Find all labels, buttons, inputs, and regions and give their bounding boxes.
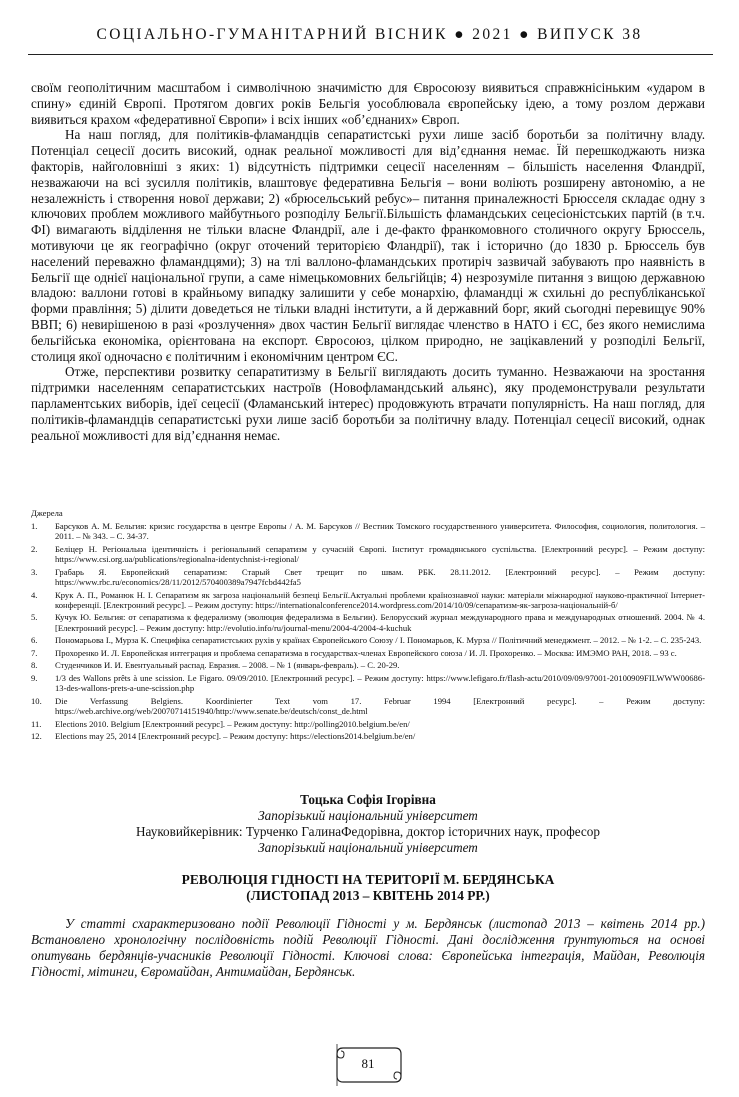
reference-item — [31, 673, 705, 693]
reference-item — [31, 521, 705, 541]
reference-text: 1/3 des Wallons prêts à une scission. Le Figaro. 09/09/2010. [Електронний ресурс]. – Режим доступу: https://www.lefigaro.fr/flash-actu/2010/09/09/97001-20100909FILWWW00686-13-des-wallons-prets-a-une-scission.php — [55, 672, 705, 694]
author-block — [31, 792, 705, 856]
journal-header: СОЦІАЛЬНО-ГУМАНІТАРНИЙ ВІСНИК ● 2021 ● ВИПУСК 38 — [96, 26, 643, 43]
reference-number: 1. — [31, 521, 38, 532]
reference-text: Студенчиков И. И. Евентуальный распад. Евразия. – 2008. – № 1 (январь-февраль). – С. 20-29. — [55, 660, 400, 671]
supervisor-line: Науковийкерівник: Турченко ГалинаФедорівна, доктор історичних наук, професор — [136, 824, 600, 839]
reference-text: Барсуков А. М. Бельгия: кризис государства в центре Европы / А. М. Барсуков // Вестник Томского государственного университета. Философия, социология, политология. – 2011. – № 343. – С. 34-37. — [55, 521, 705, 542]
reference-item — [31, 648, 705, 658]
reference-text: Elections 2010. Belgium [Електронний ресурс]. – Режим доступу: http://polling2010.belgium.be/en/ — [55, 718, 410, 729]
reference-number: 3. — [31, 566, 38, 577]
reference-item — [31, 719, 705, 729]
reference-item — [31, 544, 705, 564]
article-body — [31, 80, 705, 443]
paragraph-3: Отже, перспективи розвитку сепаратитизму в Бельгії виглядають досить туманно. Незважаючи на зростання підтримки населенням сепаратистських настроїв (Новофламандський альянс), яку продемонстрували результати парламентських виборів, ідеї сецесії (Фламанський інтерес) продовжують втрачати популярність. На наш погляд, для політиків-фламандців сепаратистські рухи лише засіб боротьби за політичну владу. Потенціал сецесії високий, однак реальної можливості для від’єднання немає. — [31, 364, 705, 443]
references-title: Джерела — [31, 508, 63, 518]
reference-item — [31, 635, 705, 645]
reference-number: 10. — [31, 695, 42, 706]
reference-text: Elections may 25, 2014 [Електронний ресурс]. – Режим доступу: https://elections2014.belgium.be/en/ — [55, 731, 416, 742]
article-title-line-2: (ЛИСТОПАД 2013 – КВІТЕНЬ 2014 РР.) — [246, 888, 490, 903]
reference-number: 12. — [31, 731, 42, 742]
reference-item — [31, 590, 705, 610]
article-abstract: У статті схарактеризовано події Революції Гідності у м. Бердянськ (листопад 2013 – квітень 2014 рр.) Встановлено хронологічну послідовність подій Революції Гідності. Дані дослідження ґрунтуються на основі опитувань бердянців-учасників Революції Гідності. Ключові слова: Європейська інтеграція, Майдан, Революція Гідності, мітинги, Євромайдан, Антимайдан, Бердянськ. — [31, 916, 705, 979]
page-number-badge — [331, 1042, 405, 1086]
reference-number: 7. — [31, 647, 38, 658]
reference-number: 11. — [31, 718, 42, 729]
author-affiliation: Запорізький національний університет — [258, 808, 478, 823]
reference-text: Крук А. П., Романюк Н. І. Сепаратизм як загроза національній безпеці Бельгії.Актуальні проблеми країнознавчої науки: матеріали міжнародної науково-практичної Інтернет-конференції. [Електронний ресурс]. – Режим доступу: https://internationalconference2014.wordpress.com/2014/10/09/сепаратизм-як-загроза-національній-б/ — [55, 589, 705, 610]
reference-number: 9. — [31, 672, 38, 683]
header-divider — [28, 54, 713, 55]
reference-item — [31, 696, 705, 716]
reference-text: Грабарь Я. Европейский сепаратизм: Старый Свет трещит по швам. РБК. 28.11.2012. [Електронний ресурс]. – Режим доступу: https://www.rbc.ru/economics/28/11/2012/570400389a7947fcbd442fa5 — [55, 566, 705, 587]
reference-item — [31, 612, 705, 632]
reference-number: 6. — [31, 635, 38, 646]
paragraph-2: На наш погляд, для політиків-фламандців сепаратистські рухи лише засіб боротьби за політичну владу. Потенціал сецесії досить високий, однак реальної можливості для від’єднання немає. Їй перешкоджають низка факторів, найголовніші з яких: 1) відсутність підтримки сецесії населенням – більшість населення Фландрії, незважаючи на всі зусилля політиків, влаштовує федеративна Бельгія – вони воліють розширену автономію, а не незалежність і створення нової держави; 2) «брюсельський ребус»– питання приналежності Брюсселя складає одну з ключових проблем можливого майбутнього розподілу Бельгії.Більшість фламандських сецесіоністських партій (в т.ч. ФІ) вимагають відділення не тільки власне Фландрії, але і де-факто франкомовного столичного округу Брюссель, мотивуючи це як географічно (округ оточений територією Фландрії), так і історично (до 1830 р. Брюссель був населений переважно фламандцями); 3) на тлі валлоно-фламандських протиріч зазвичай забувають про наявність в Бельгії ще однієї національної групи, а саме німецькомовних бельгійців; 4) незрозуміле питання з вищою державною владою: валлони готові в крайньому випадку залишити у себе монархію, фламандці ж схильні до республіканської форми правління; 5) ділити доведеться не тільки владні інститути, а й державний борг, який сьогодні перевищує 90% ВВП; 6) невирішеною в разі «розлучення» двох частин Бельгії виглядає членство в НАТО і ЄС, без якого немислима бельгійська економіка, орієнтована на експорт. Євросоюз, цілком природно, не зацікавлений у розподілі Бельгії, столиця якої одночасно є політичним і економічним центром ЄС. — [31, 127, 705, 364]
supervisor-affiliation: Запорізький національний університет — [258, 840, 478, 855]
reference-item — [31, 567, 705, 587]
article-title — [31, 872, 705, 904]
reference-number: 2. — [31, 544, 38, 554]
reference-text: Кучук Ю. Бельгия: от сепаратизма к федерализму (эволюция федерализма в Бельгии). Белорусский журнал международного права и международных отношений. 2004. № 4. [Електронний ресурс]. – Режим доступу: http://evolutio.info/ru/journal-menu/2004-4/2004-4-kuchuk — [55, 612, 705, 633]
reference-item — [31, 731, 705, 741]
reference-text: Die Verfassung Belgiens. Koordinierter Text vom 17. Februar 1994 [Електронний ресурс]. – Режим доступу: https://web.archive.org/web/20070714151940/http://www.senate.be/deutsch/const_de.html — [55, 695, 705, 716]
reference-number: 4. — [31, 589, 38, 600]
author-name: Тоцька Софія Ігорівна — [300, 792, 436, 807]
references-section — [31, 508, 705, 744]
reference-text: Пономарьова І., Мурза К. Специфіка сепаратистських рухів у країнах Європейського Союзу / І. Пономарьов, К. Мурза // Політичний менеджмент. – 2012. – № 1-2. – С. 235-243. — [55, 635, 702, 646]
page-number: 81 — [361, 1056, 375, 1071]
reference-number: 8. — [31, 660, 38, 671]
reference-item — [31, 660, 705, 670]
paragraph-1: своїм геополітичним масштабом і символічною значимістю для Євросоюзу виявиться справжнісіньким «ударом в спину» єдиній Європі. Протягом довгих років Бельгія уособлювала європейську ідею, а тому розлом держави виявиться крахом «федеративної Європи» і всіх інших «об’єднаних» Європ. — [31, 80, 705, 127]
reference-text: Прохоренко И. Л. Европейская интеграция и проблема сепаратизма в государствах-членах Европейского союза / И. Л. Прохоренко. – Москва: ИМЭМО РАН, 2018. – 93 с. — [55, 647, 677, 658]
references-list — [31, 521, 705, 741]
article-title-line-1: РЕВОЛЮЦІЯ ГІДНОСТІ НА ТЕРИТОРІЇ М. БЕРДЯНСЬКА — [181, 872, 555, 887]
reference-number: 5. — [31, 612, 38, 623]
reference-text: Беліцер Н. Регіональна ідентичність і регіональний сепаратизм у сучасній Європі. Інститут громадянського суспільства. [Електронний ресурс]. – Режим доступу: https://www.csi.org.ua/publications/regionalna-identychnist-i-regional/ — [55, 544, 705, 565]
